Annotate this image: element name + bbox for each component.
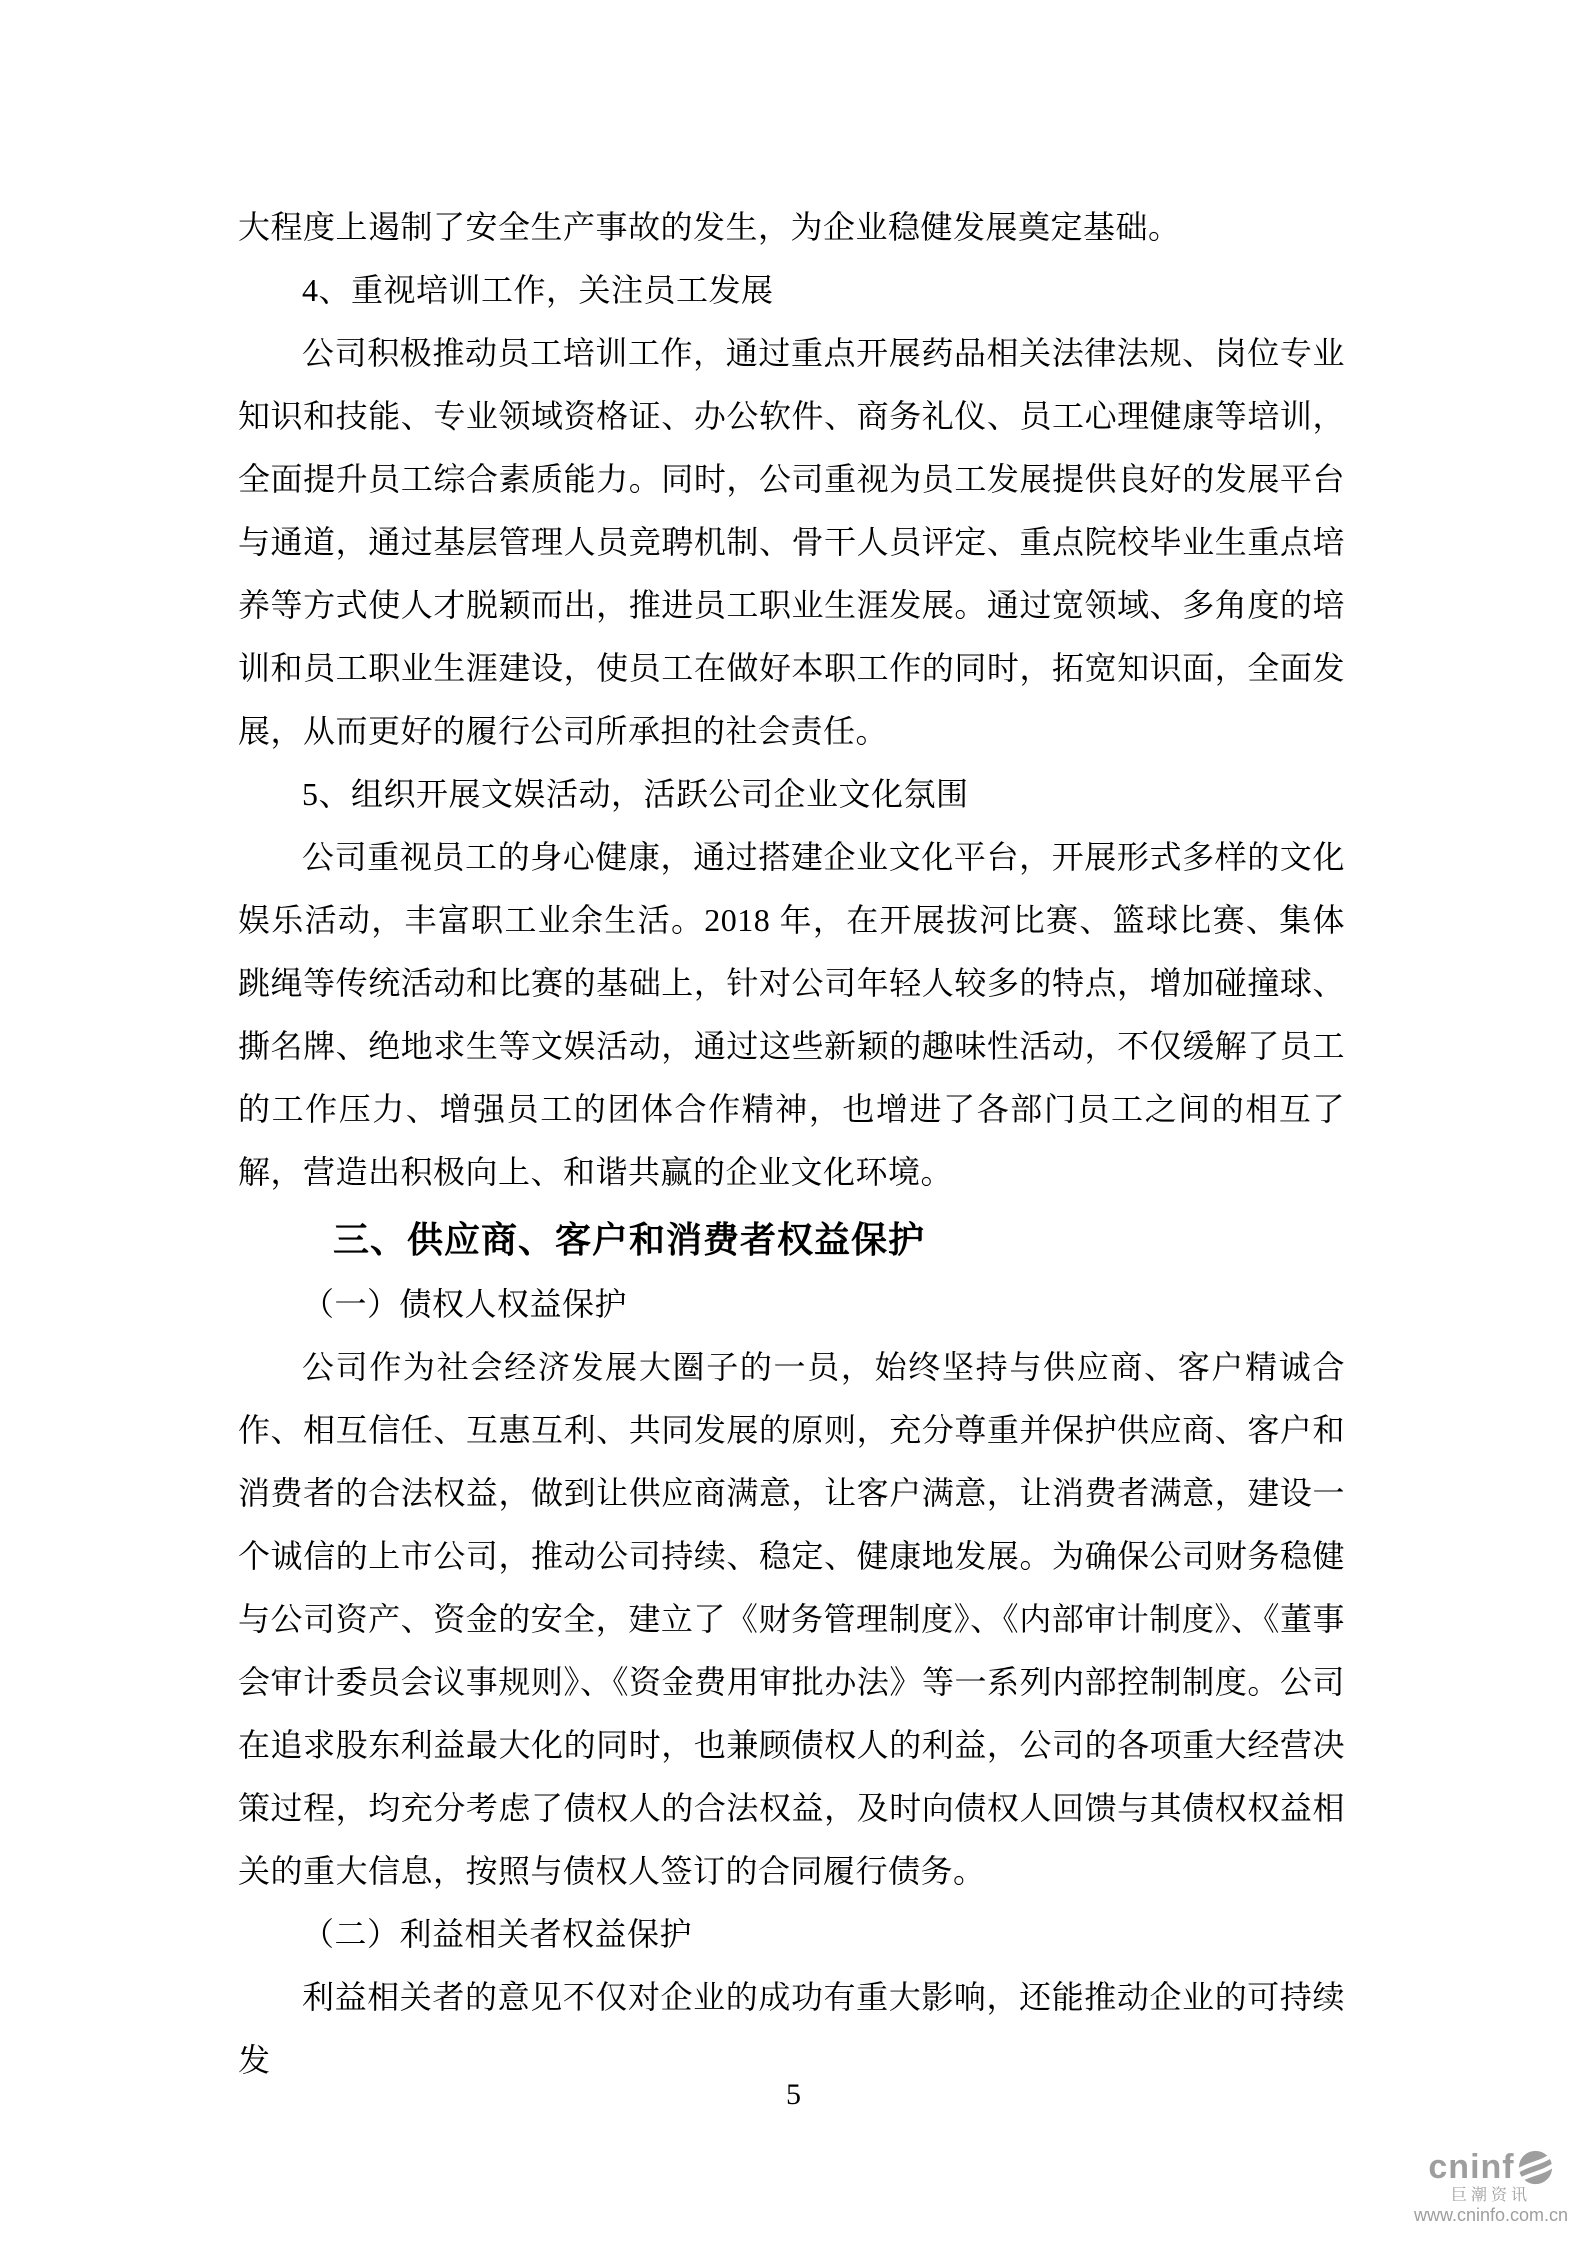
paragraph-stakeholders: 利益相关者的意见不仅对企业的成功有重大影响，还能推动企业的可持续发 [238,1979,1345,2078]
section-heading: 三、供应商、客户和消费者权益保护 [333,1219,926,1260]
cninfo-logo [1403,2148,1579,2225]
cninfo-chinese-name: 巨潮资讯 [1450,2187,1531,2204]
paragraph-creditors: 公司作为社会经济发展大圈子的一员，始终坚持与供应商、客户精诚合作、相互信任、互惠互利、共同发展的原则，充分尊重并保护供应商、客户和消费者的合法权益，做到让供应商满意，让客户满意，让消费者满意，建设一个诚信的上市公司，推动公司持续、稳定、健康地发展。为确保公司财务稳健与公司资产、资金的安全，建立了《财务管理制度》、《内部审计制度》、《董事会审计委员会议事规则》、《资金费用审批办法》等一系列内部控制制度。公司在追求股东利益最大化的同时，也兼顾债权人的利益，公司的各项重大经营决策过程，均充分考虑了债权人的合法权益，及时向债权人回馈与其债权权益相关的重大信息，按照与债权人签订的合同履行债务。 [238,1349,1345,1889]
cninfo-brand-text: cninf [1428,2148,1515,2186]
numbered-subheading-4: 4、重视培训工作，关注员工发展 [302,272,774,308]
cninfo-brand-row [1428,2148,1553,2186]
subsection-heading-1: （一）债权人权益保护 [302,1286,628,1322]
cninfo-globe-icon [1517,2149,1554,2186]
paragraph-continued: 大程度上遏制了安全生产事故的发生，为企业稳健发展奠定基础。 [238,209,1181,245]
paragraph-training: 公司积极推动员工培训工作，通过重点开展药品相关法律法规、岗位专业知识和技能、专业领域资格证、办公软件、商务礼仪、员工心理健康等培训，全面提升员工综合素质能力。同时，公司重视为员工发展提供良好的发展平台与通道，通过基层管理人员竞聘机制、骨干人员评定、重点院校毕业生重点培养等方式使人才脱颖而出，推进员工职业生涯发展。通过宽领域、多角度的培训和员工职业生涯建设，使员工在做好本职工作的同时，拓宽知识面，全面发展，从而更好的履行公司所承担的社会责任。 [238,335,1345,749]
paragraph-culture: 公司重视员工的身心健康，通过搭建企业文化平台，开展形式多样的文化娱乐活动，丰富职工业余生活。2018 年，在开展拔河比赛、篮球比赛、集体跳绳等传统活动和比赛的基础上，针对公司年轻人较多的特点，增加碰撞球、撕名牌、绝地求生等文娱活动，通过这些新颖的趣味性活动，不仅缓解了员工的工作压力、增强员工的团体合作精神，也增进了各部门员工之间的相互了解，营造出积极向上、和谐共赢的企业文化环境。 [238,839,1345,1190]
numbered-subheading-5: 5、组织开展文娱活动，活跃公司企业文化氛围 [302,776,969,812]
document-content [238,196,1345,2092]
subsection-heading-2: （二）利益相关者权益保护 [302,1916,693,1952]
page-number: 5 [786,2078,801,2111]
cninfo-url: www.cninfo.com.cn [1413,2205,1569,2225]
